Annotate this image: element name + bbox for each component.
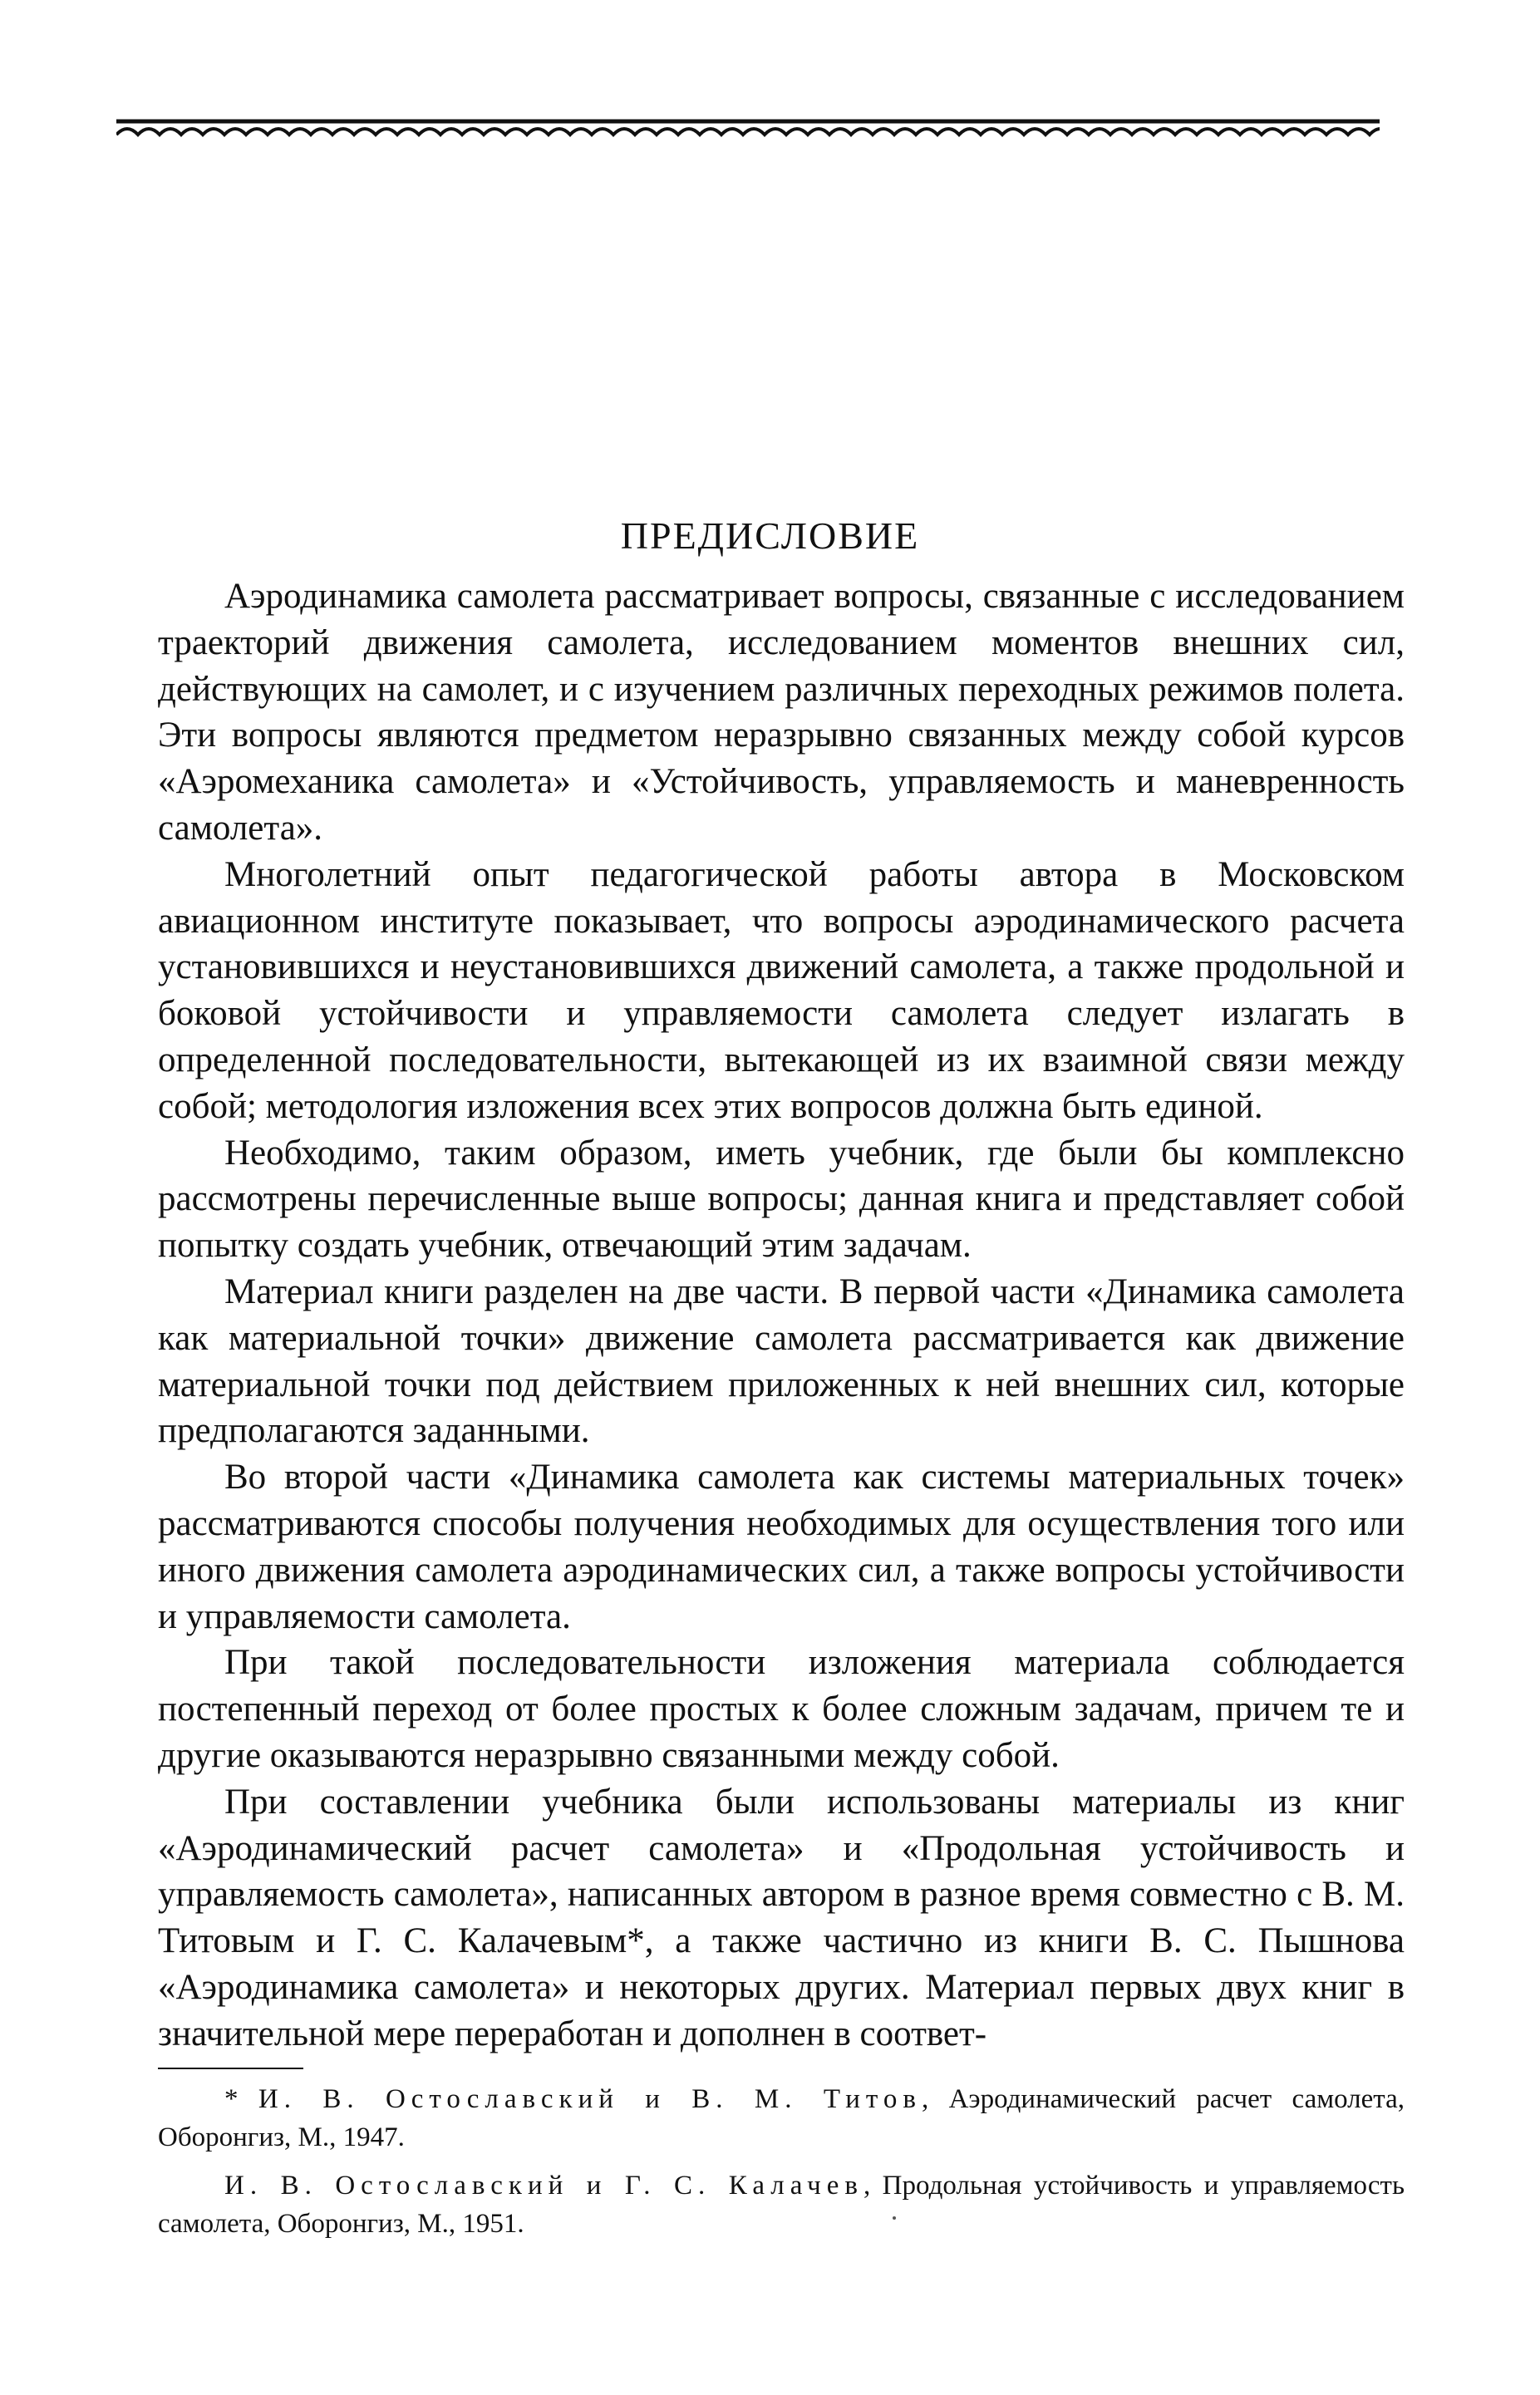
footnote-divider	[158, 2068, 303, 2069]
paragraph-with-footnote	[158, 1779, 1405, 2058]
footnote-text: , Аэродинамический расчет самолета, Оборонгиз, М., 1947.	[158, 2084, 1405, 2152]
footnotes	[158, 2080, 1405, 2253]
footnote-authors: И. В. Остославский и Г. С. Калачев	[224, 2171, 863, 2201]
footnote-mark: *	[224, 2084, 258, 2114]
page-title: ПРЕДИСЛОВИЕ	[620, 514, 920, 557]
paragraph: Необходимо, таким образом, иметь учебник, где были бы комплексно рассмотрены перечисленные выше вопросы; данная книга и представляет собой попытку создать учебник, отвечающий этим задачам.	[158, 1133, 1405, 1266]
paragraph-text-start: При составлении учебника были использованы материалы из книг «Аэродинамический расчет самолета» и «Продольная устойчивость и управляемость самолета», написанных автором в разное время совместно с В. М. Титовым и Г. С. Калачевым	[158, 1782, 1405, 1961]
preface-body	[158, 573, 1405, 2058]
paragraph: Аэродинамика самолета рассматривает вопросы, связанные с исследованием траекторий движения самолета, исследованием моментов внешних сил, действующих на самолет, и с изучением различных переходных режимов полета. Эти вопросы являются предметом неразрывно связанных между собой курсов «Аэромеханика самолета» и «Устойчивость, управляемость и маневренность самолета».	[158, 577, 1405, 848]
paragraph: При такой последовательности изложения материала соблюдается постепенный переход от более простых к более сложным задачам, причем те и другие оказываются неразрывно связанными между собой.	[158, 1643, 1405, 1775]
footnote-text: , Продольная устойчивость и управляемость самолета, Оборонгиз, М., 1951.	[158, 2171, 1405, 2239]
paragraph: Во второй части «Динамика самолета как системы материальных точек» рассматриваются способы получения необходимых для осуществления того или иного движения самолета аэродинамических сил, а также вопросы устойчивости и управляемости самолета.	[158, 1458, 1405, 1636]
footnote	[158, 2166, 1405, 2243]
paragraph-text-end: , а также частично из книги В. С. Пышнова «Аэродинамика самолета» и некоторых других. Материал первых двух книг в значительной мере переработан и дополнен в соответ-	[158, 1921, 1405, 2053]
print-speck	[893, 2216, 896, 2220]
footnote	[158, 2080, 1405, 2156]
footnote-authors: И. В. Остославский и В. М. Титов	[258, 2084, 922, 2114]
paragraph: Материал книги разделен на две части. В первой части «Динамика самолета как материальной точки» движение самолета рассматривается как движение материальной точки под действием приложенных к ней внешних сил, которые предполагаются заданными.	[158, 1271, 1405, 1451]
decorative-header-ornament	[116, 116, 1380, 158]
paragraph: Многолетний опыт педагогической работы автора в Московском авиационном институте показывает, что вопросы аэродинамического расчета установившихся и неустановившихся движений самолета, а также продольной и боковой устойчивости и управляемости самолета следует излагать в определенной последовательности, вытекающей из их взаимной связи между собой; методология изложения всех этих вопросов должна быть единой.	[158, 854, 1405, 1126]
footnote-reference-mark: *	[627, 1921, 645, 1961]
